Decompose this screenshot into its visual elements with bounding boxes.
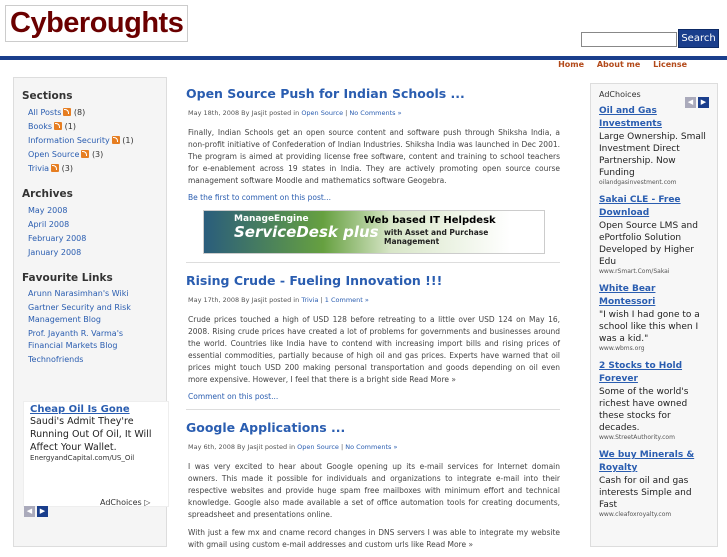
post-title[interactable]: Open Source Push for Indian Schools ...	[186, 86, 465, 101]
favourite-link[interactable]: Technofriends	[28, 355, 84, 364]
post	[186, 420, 560, 551]
section-item	[28, 106, 166, 120]
archive-link[interactable]: May 2008	[28, 206, 68, 215]
header	[0, 0, 727, 52]
post	[186, 273, 560, 401]
section-link[interactable]: Open Source	[28, 150, 80, 159]
prev-arrow-icon[interactable]: ◀	[24, 506, 35, 517]
section-item	[28, 120, 166, 134]
post-meta: May 17th, 2008 By Jasjit posted in Trivia | 1 Comment »	[188, 296, 369, 304]
post-body-continued: With just a few mx and cname record changes in DNS servers I was able to integrate my website with gmail using custom e-mail addresses and custom urls like Read More »	[188, 528, 560, 549]
search-button[interactable]: Search	[678, 29, 719, 48]
ad-url[interactable]: www.StreetAuthority.com	[599, 434, 675, 441]
adchoices-icon: ▷	[144, 498, 151, 507]
nav-home[interactable]: Home	[558, 60, 585, 69]
comment-link[interactable]: Comment on this post...	[188, 392, 279, 401]
next-arrow-icon[interactable]: ▶	[698, 97, 709, 108]
ad-title[interactable]: 2 Stocks to Hold Forever	[599, 361, 683, 384]
ad-body: Saudi's Admit They're Running Out Of Oil, It Will Affect Your Wallet.	[30, 416, 152, 453]
section-item	[28, 134, 166, 148]
rss-icon[interactable]	[81, 150, 89, 158]
ad-title[interactable]: White Bear Montessori	[599, 284, 656, 307]
adchoices-label[interactable]: AdChoices ▷	[100, 498, 151, 507]
section-count: (1)	[122, 136, 134, 145]
ad-nav	[685, 89, 711, 108]
ad-url[interactable]: www.cleafoxroyalty.com	[599, 511, 672, 518]
post-meta: May 6th, 2008 By Jasjit posted in Open Source | No Comments »	[188, 443, 398, 451]
section-count: (8)	[73, 108, 86, 117]
nav-about[interactable]: About me	[596, 60, 641, 69]
ad-body: Cash for oil and gas interests Simple and Fast	[599, 476, 692, 510]
left-sidebar	[13, 77, 167, 547]
ad-url[interactable]: oilandgasinvestment.com	[599, 179, 677, 186]
rss-icon[interactable]	[54, 122, 62, 130]
ad-unit[interactable]	[599, 105, 711, 186]
archive-link[interactable]: January 2008	[28, 248, 82, 257]
post-body: I was very excited to hear about Google opening up its e-mail services for Internet domain owners. This made it possible for individuals and organizations to integrate e-mail into their respective websites and provide huge spam free mailboxes with minimum effort and technical knowledge. Google also made available a set of office automation tools for creating documents, spreadsheet and presentations online.	[188, 462, 560, 519]
top-nav	[548, 60, 687, 69]
prev-arrow-icon[interactable]: ◀	[685, 97, 696, 108]
ad-body: Some of the world's richest have owned these stocks for decades.	[599, 387, 689, 433]
ad-title[interactable]: Oil and Gas Investments	[599, 106, 662, 129]
post-body: Crude prices touched a high of USD 128 before retreating to a little over USD 124 on May 16, 2008. Rising crude prices have created a lot of problems for governments and businesses around the world. Countries like India have to contend with increasing import bills and rising prices of essential commodities, partially because of high oil and gas prices. Experts have warned that oil prices might touch USD 200 making personal transportation and goods depending on oil even more expensive. However, I feel that there is a bright side Read More »	[188, 315, 560, 384]
rss-icon[interactable]	[51, 164, 59, 172]
divider	[186, 409, 560, 410]
nav-license[interactable]: License	[653, 60, 687, 69]
section-count: (1)	[64, 122, 76, 131]
section-count: (3)	[91, 150, 104, 159]
sections-heading: Sections	[22, 90, 73, 102]
post-body: Finally, Indian Schools get an open source content and software push through Shiksha India, a non-profit initiative of Confederation of Indian Industries. Shiksha India was launched in Dec 2001. The program is aimed at providing license free software, content and training to school teachers for e-enablement across 19 states in India. They are actively promoting open source course management software Moodle and mathematics software Geogebra.	[188, 128, 560, 185]
section-item	[28, 148, 166, 162]
ad-title[interactable]: We buy Minerals & Royalty	[599, 450, 695, 473]
section-count: (3)	[61, 164, 73, 173]
banner-product: ServiceDesk plus	[234, 223, 379, 241]
site-logo[interactable]: Cyberoughts	[5, 5, 188, 42]
post-title[interactable]: Rising Crude - Fueling Innovation !!!	[186, 273, 443, 288]
section-link[interactable]: Information Security	[28, 136, 110, 145]
sidebar-ad[interactable]	[23, 401, 169, 507]
rss-icon[interactable]	[63, 108, 71, 116]
next-arrow-icon[interactable]: ▶	[37, 506, 48, 517]
post-comments[interactable]: 1 Comment »	[324, 296, 369, 304]
favourite-link[interactable]: Arunn Narasimhan's Wiki	[28, 289, 129, 298]
banner-headline: Web based IT Helpdesk	[364, 215, 496, 226]
section-link[interactable]: Books	[28, 122, 53, 131]
favourite-links-heading: Favourite Links	[22, 272, 113, 284]
divider	[186, 262, 560, 263]
ad-title[interactable]: Cheap Oil Is Gone	[30, 404, 130, 415]
section-link[interactable]: Trivia	[28, 164, 50, 173]
search-input[interactable]	[581, 32, 677, 47]
post-meta: May 18th, 2008 By Jasjit posted in Open Source | No Comments »	[188, 109, 402, 117]
post-comments[interactable]: No Comments »	[349, 109, 402, 117]
favourite-links-list	[28, 288, 160, 366]
adchoices-label[interactable]: AdChoices	[599, 90, 641, 99]
section-item	[28, 162, 166, 176]
ad-url[interactable]: EnergyandCapital.com/US_Oil	[30, 454, 135, 462]
archive-link[interactable]: February 2008	[28, 234, 87, 243]
servicedesk-banner[interactable]	[203, 210, 545, 254]
post	[186, 86, 560, 254]
post-title[interactable]: Google Applications ...	[186, 420, 346, 435]
favourite-link[interactable]: Prof. Jayanth R. Varma's Financial Markets Blog	[28, 329, 124, 350]
comment-link[interactable]: Be the first to comment on this post...	[188, 193, 331, 202]
ad-url[interactable]: www.rSmart.Com/Sakai	[599, 268, 670, 275]
archives-list	[28, 204, 166, 260]
favourite-link[interactable]: Gartner Security and Risk Management Blog	[28, 303, 131, 324]
ad-nav	[24, 498, 50, 517]
section-link[interactable]: All Posts	[28, 108, 62, 117]
archives-heading: Archives	[22, 188, 73, 200]
post-category[interactable]: Open Source	[297, 443, 339, 451]
ad-unit[interactable]	[599, 194, 711, 275]
banner-subline: with Asset and Purchase Management	[384, 228, 489, 246]
ad-title[interactable]: Sakai CLE - Free Download	[599, 195, 681, 218]
main-content	[186, 86, 560, 557]
post-category[interactable]: Open Source	[301, 109, 344, 117]
right-sidebar	[590, 83, 718, 547]
ad-unit[interactable]	[599, 283, 711, 352]
post-comments[interactable]: No Comments »	[345, 443, 398, 451]
ad-body: Large Ownership. Small Investment Direct Partnership. Now Funding	[599, 132, 706, 178]
post-category[interactable]: Trivia	[301, 296, 319, 304]
ad-body: "I wish I had gone to a school like this when I was a kid."	[599, 310, 700, 344]
ad-body: Open Source LMS and ePortfolio Solution Developed by Higher Edu	[599, 221, 698, 267]
ad-unit[interactable]	[599, 449, 711, 518]
ad-url[interactable]: www.wbms.org	[599, 345, 645, 352]
archive-link[interactable]: April 2008	[28, 220, 70, 229]
sections-list	[28, 106, 166, 176]
rss-icon[interactable]	[112, 136, 120, 144]
banner-brand: ManageEngine	[234, 214, 309, 224]
ad-unit[interactable]	[599, 360, 711, 441]
